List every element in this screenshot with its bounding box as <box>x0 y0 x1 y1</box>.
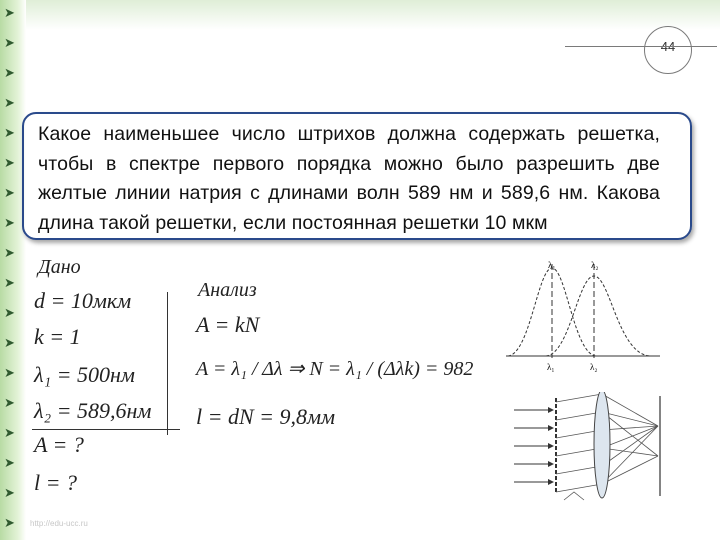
axis-label-2: λ₂ <box>590 362 598 372</box>
spectral-peaks-figure <box>500 258 665 373</box>
find-A: A = ? <box>34 432 84 457</box>
incident-rays <box>514 410 548 482</box>
axis-label-1: λ₁ <box>547 362 555 372</box>
question-text: Какое наименьшее число штрихов должна содержать решетка, чтобы в спектре первого порядка можно было разрешить две желтые линии натрия с длинами волн 589 нм и 589,6 нм. Какова длина такой решетки, если постоянная решетки 10 мкм <box>38 123 660 234</box>
grating-lens-figure <box>510 392 670 512</box>
given-lambda2: λ₂ = 589,6нм <box>34 398 152 423</box>
formula-resolving-power: A = kN <box>196 312 260 337</box>
given-k: k = 1 <box>34 324 81 349</box>
peak-curve-2 <box>546 276 650 356</box>
analysis-title: Анализ <box>198 279 257 301</box>
peak-label-1: λ₁ <box>548 260 556 270</box>
peak-label-2: λ₂ <box>591 260 599 270</box>
left-decorative-border: ➤ ➤ ➤ ➤ ➤ ➤ ➤ ➤ ➤ ➤ ➤ ➤ ➤ ➤ ➤ ➤ ➤ ➤ <box>0 0 26 540</box>
find-l: l = ? <box>34 470 77 495</box>
angle-marker <box>564 492 584 500</box>
given-d: d = 10мкм <box>34 288 132 313</box>
watermark: http://edu-ucc.ru <box>30 519 88 528</box>
given-divider-horizontal <box>32 429 180 430</box>
formula-grating-length: l = dN = 9,8мм <box>196 404 336 429</box>
given-lambda1: λ₁ = 500нм <box>34 362 135 387</box>
given-title: Дано <box>38 256 81 278</box>
converging-lens <box>594 392 610 498</box>
ray-arrowheads <box>548 407 554 485</box>
given-divider-vertical <box>167 292 168 435</box>
page-number: 44 <box>644 26 692 74</box>
formula-lines-count: A = λ₁ / Δλ ⇒ N = λ₁ / (Δλk) = 982 <box>196 358 474 380</box>
top-decorative-band <box>26 0 720 30</box>
